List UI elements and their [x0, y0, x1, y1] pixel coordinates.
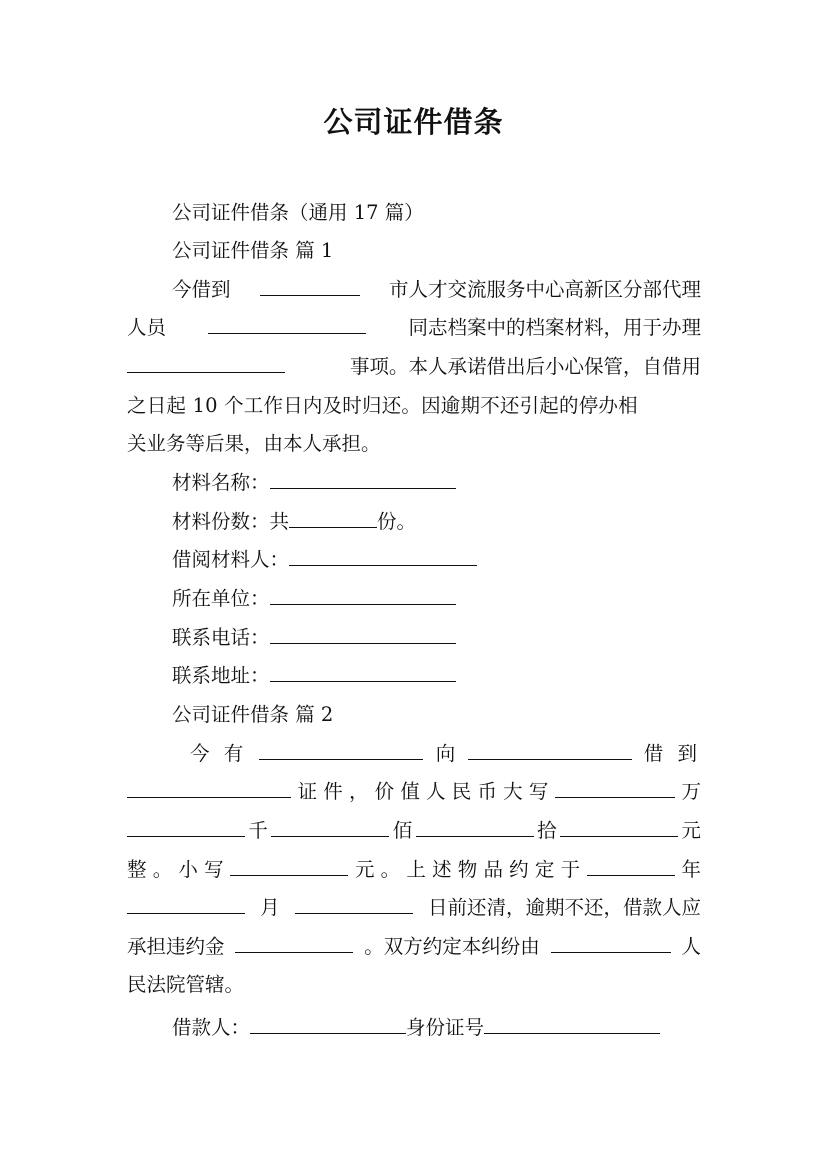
section-2-line-7: 民法院管辖。: [127, 973, 245, 996]
section-1-line-3: [127, 352, 701, 382]
blank-field[interactable]: [555, 777, 675, 798]
text: 佰: [392, 819, 413, 842]
field-label: 联系电话：: [172, 626, 270, 649]
blank-field[interactable]: [587, 855, 675, 876]
field-label: 材料份数：共: [172, 510, 290, 533]
text: 份。: [377, 510, 417, 533]
text: 元 。 上 述 物 品 约 定 于: [354, 858, 581, 881]
text: 今借到: [172, 278, 231, 301]
blank-field[interactable]: [270, 623, 456, 644]
text: 事项。本人承诺借出后小心保管，自借用: [349, 355, 701, 378]
section-2-heading: 公司证件借条 篇 2: [172, 703, 334, 726]
text: 年: [681, 858, 701, 881]
blank-field[interactable]: [416, 816, 534, 837]
section-2-line-2: [127, 777, 701, 807]
blank-field[interactable]: [259, 739, 423, 760]
text: 承担违约金: [127, 935, 225, 958]
blank-field[interactable]: [250, 1013, 406, 1034]
section-1-line-1: [172, 275, 701, 305]
text: 拾: [537, 819, 557, 842]
blank-field[interactable]: [127, 777, 291, 798]
document-subtitle: 公司证件借条（通用 17 篇）: [172, 201, 424, 224]
field-borrower: [172, 545, 477, 575]
text: 人员: [127, 316, 167, 339]
text: 万: [681, 780, 701, 803]
field-label: 借款人：: [172, 1016, 251, 1039]
blank-field[interactable]: [127, 893, 245, 914]
blank-field[interactable]: [270, 468, 456, 489]
blank-field[interactable]: [289, 507, 377, 528]
section-1-line-4: 之日起 10 个工作日内及时归还。因逾期不还引起的停办相: [127, 394, 638, 417]
blank-field[interactable]: [289, 545, 477, 566]
blank-field[interactable]: [484, 1013, 660, 1034]
blank-field[interactable]: [127, 352, 285, 373]
text: 市人才交流服务中心高新区分部代理: [388, 278, 701, 301]
blank-field[interactable]: [230, 855, 348, 876]
text: 借 到: [643, 742, 701, 765]
section-2-line-8: [172, 1013, 660, 1043]
section-1-line-5: 关业务等后果，由本人承担。: [127, 432, 381, 455]
document-title: 公司证件借条: [323, 105, 504, 139]
section-1-heading: 公司证件借条 篇 1: [172, 239, 334, 262]
section-2-line-6: [127, 932, 701, 962]
blank-field[interactable]: [270, 661, 456, 682]
field-label: 借阅材料人：: [172, 548, 290, 571]
text: 月: [260, 896, 280, 919]
blank-field[interactable]: [468, 739, 632, 760]
blank-field[interactable]: [560, 816, 678, 837]
blank-field[interactable]: [551, 932, 671, 953]
text: 证 件 ， 价 值 人 民 币 大 写: [297, 780, 549, 803]
blank-field[interactable]: [295, 893, 413, 914]
text: 。双方约定本纠纷由: [364, 935, 540, 958]
text: 同志档案中的档案材料，用于办理: [408, 316, 701, 339]
text: 元: [681, 819, 701, 842]
field-label: 联系地址：: [172, 664, 270, 687]
text: 今 有: [190, 742, 248, 765]
text: 向: [435, 742, 456, 765]
blank-field[interactable]: [235, 932, 353, 953]
field-material-count: [172, 507, 416, 537]
blank-field[interactable]: [270, 584, 456, 605]
text: 千: [248, 819, 268, 842]
field-label: 所在单位：: [172, 587, 270, 610]
section-2-line-1: [190, 739, 701, 769]
blank-field[interactable]: [208, 313, 366, 334]
field-material-name: [172, 468, 456, 498]
blank-field[interactable]: [260, 275, 360, 296]
text: 日前还清，逾期不还，借款人应: [427, 896, 701, 919]
field-phone: [172, 623, 456, 653]
section-2-line-4: [127, 855, 701, 885]
section-1-line-2: [127, 313, 701, 343]
text: 人: [681, 935, 701, 958]
field-address: [172, 661, 456, 691]
text: 整 。 小 写: [127, 858, 224, 881]
section-2-line-3: [127, 816, 701, 846]
field-label: 身份证号: [406, 1016, 485, 1039]
field-unit: [172, 584, 456, 614]
blank-field[interactable]: [127, 816, 245, 837]
section-2-line-5: [127, 893, 701, 923]
blank-field[interactable]: [271, 816, 389, 837]
field-label: 材料名称：: [172, 471, 270, 494]
